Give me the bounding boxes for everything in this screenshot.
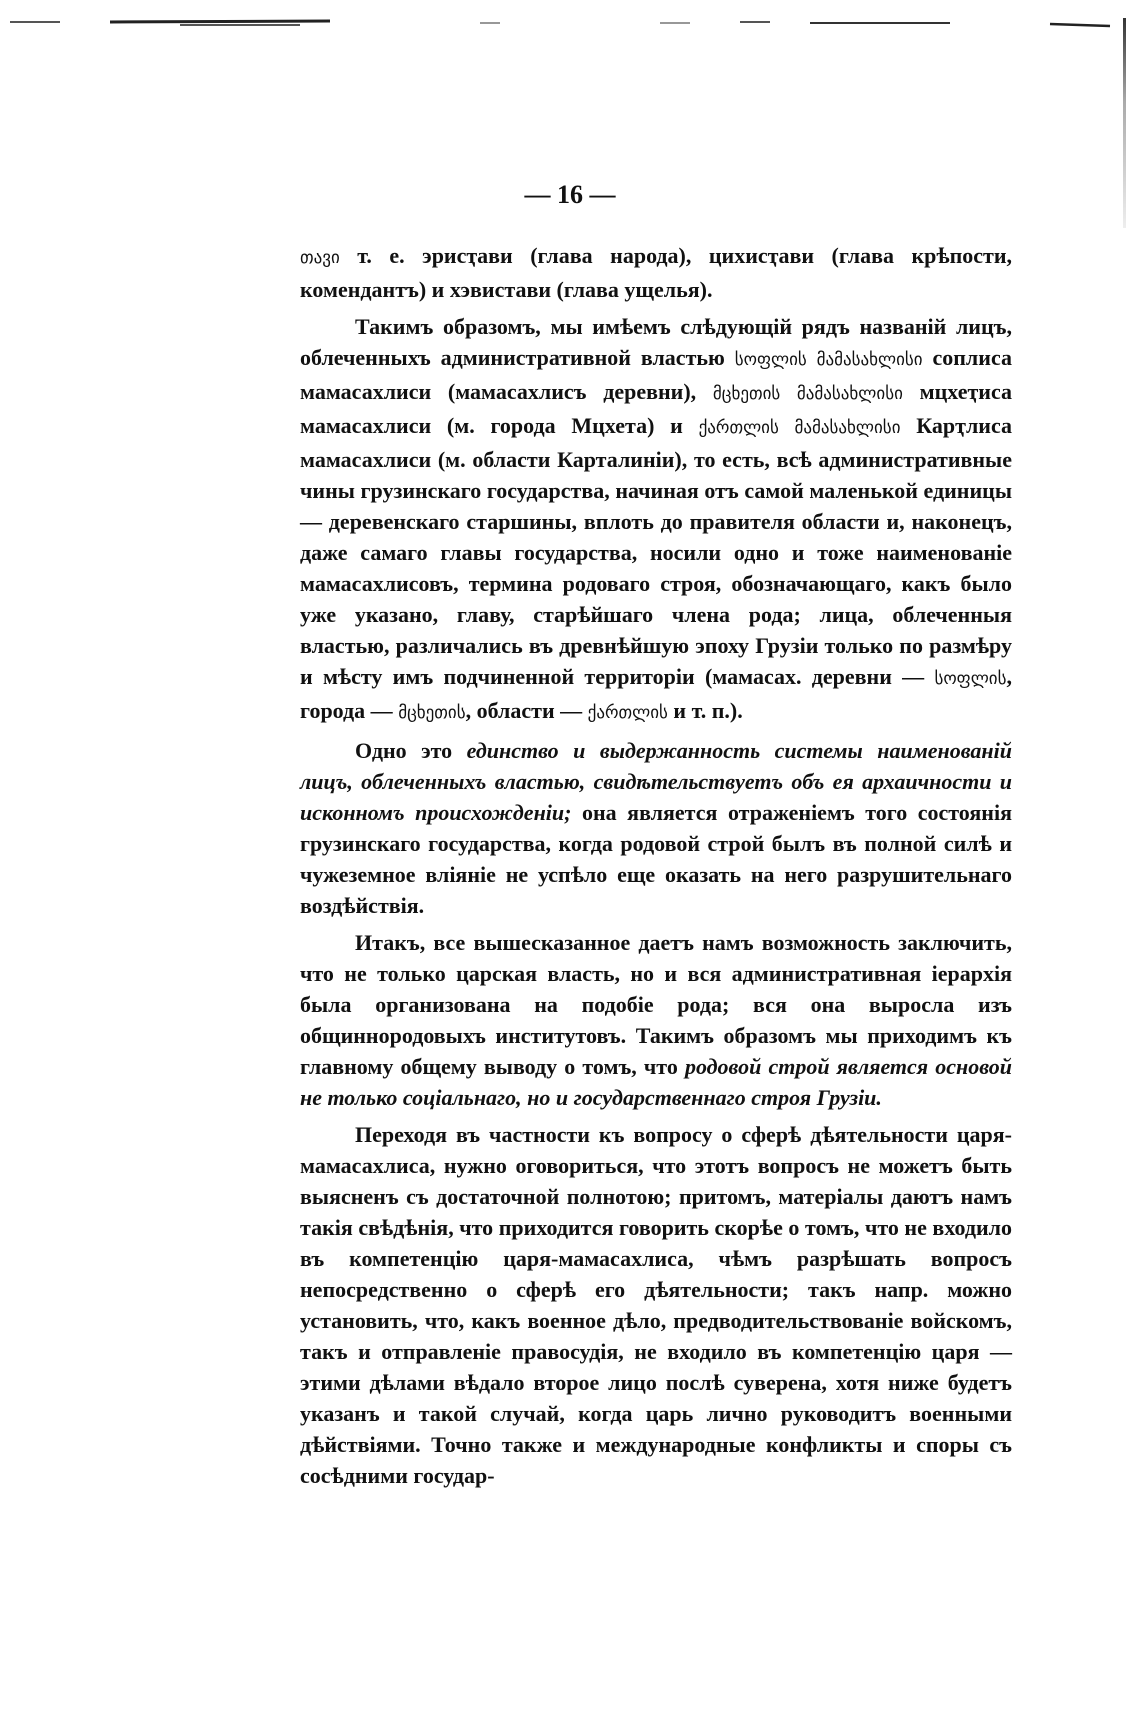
text-run: Карҭлиса мамасахлиси (м. области Карталиніи), то есть, всѣ административные чины грузинскаго государства, начиная отъ самой маленькой единицы — деревенскаго старшины, вплоть до правителя области и, наконецъ, даже самаго главы государства, носили одно и тоже наименованіе мамасахлисовъ, термина родоваго строя, обозначающаго, какъ было уже указано, главу, старѣйшаго члена рода; лица, облеченныя властью, различались въ древнѣйшую эпоху Грузіи только по размѣру и мѣсту имъ подчиненной территоріи (мамасах. деревни — [300,413,1012,689]
text-run: и т. п.). [667,698,743,723]
georgian-term: სოფლის [934,669,1007,689]
paragraph [300,240,1012,305]
text-run: , города — [300,664,1012,723]
text-run: Одно это [355,738,467,763]
text-run: соплиса мамасахлиси (мамасахлисъ деревни), [300,345,1012,404]
text-run: , области — [465,698,588,723]
georgian-term: სოფლის მამასახლისი [734,350,923,370]
text-run: мцхеҭиса мамасахлиси (м. города Мцхета) и [300,379,1012,438]
paragraph [300,735,1012,921]
georgian-term: მცხეთის [398,703,466,723]
georgian-term: მცხეთის მამასახლისი [712,384,903,404]
georgian-term: თავი [300,248,340,268]
page-number: — 16 — [524,180,616,209]
scan-artifact-top [0,16,1140,30]
paragraph [300,927,1012,1113]
emphasis-text: единство и выдержанность системы наименованій лицъ, облеченныхъ властью, свидѣтельствуетъ объ ея архаичности и исконномъ происхожденіи; [300,738,1012,825]
paragraph [300,311,1012,729]
text-run: Итакъ, все вышесказанное даетъ намъ возможность заключить, что не только царская власть, но и вся административная іерархія была организована на подобіе рода; вся она выросла изъ общиннородовыхъ институтовъ. Такимъ образомъ мы приходимъ къ главному общему выводу о томъ, что [300,930,1012,1079]
text-run: она является отраженіемъ того состоянія грузинскаго государства, когда родовой строй былъ въ полной силѣ и чужеземное вліяніе не успѣло еще оказать на него разрушительнаго воздѣйствія. [300,800,1012,918]
document-body [300,240,1012,1497]
georgian-term: ქართლის [587,703,668,723]
text-run: Переходя въ частности къ вопросу о сферѣ дѣятельности царя-мамасахлиса, нужно оговориться, что этотъ вопросъ не можетъ быть выясненъ съ достаточной полнотою; притомъ, матеріалы даютъ намъ такія свѣдѣнія, что приходится говорить скорѣе о томъ, что не входило въ компетенцію царя-мамасахлиса, чѣмъ разрѣшать вопросъ непосредственно о сферѣ его дѣятельности; такъ напр. можно установить, что, какъ военное дѣло, предводительствованіе войскомъ, такъ и отправленіе правосудія, не входило въ компетенцію царя — этими дѣлами вѣдало второе лицо послѣ суверена, хотя ниже будетъ указанъ и такой случай, когда царь лично руководитъ военными дѣйствіями. Точно также и международные конфликты и споры съ сосѣдними государ- [300,1122,1012,1488]
emphasis-text: родовой строй является основой не только соціальнаго, но и государственнаго строя Грузіи. [300,1054,1012,1110]
paragraph [300,1119,1012,1491]
text-run: т. е. эрисҭави (глава народа), цихисҭави (глава крѣпости, комендантъ) и хэвистави (глава ущелья). [300,243,1012,302]
text-run: Такимъ образомъ, мы имѣемъ слѣдующій рядъ названій лицъ, облеченныхъ административной властью [300,314,1012,370]
georgian-term: ქართლის მამასახლისი [698,418,901,438]
